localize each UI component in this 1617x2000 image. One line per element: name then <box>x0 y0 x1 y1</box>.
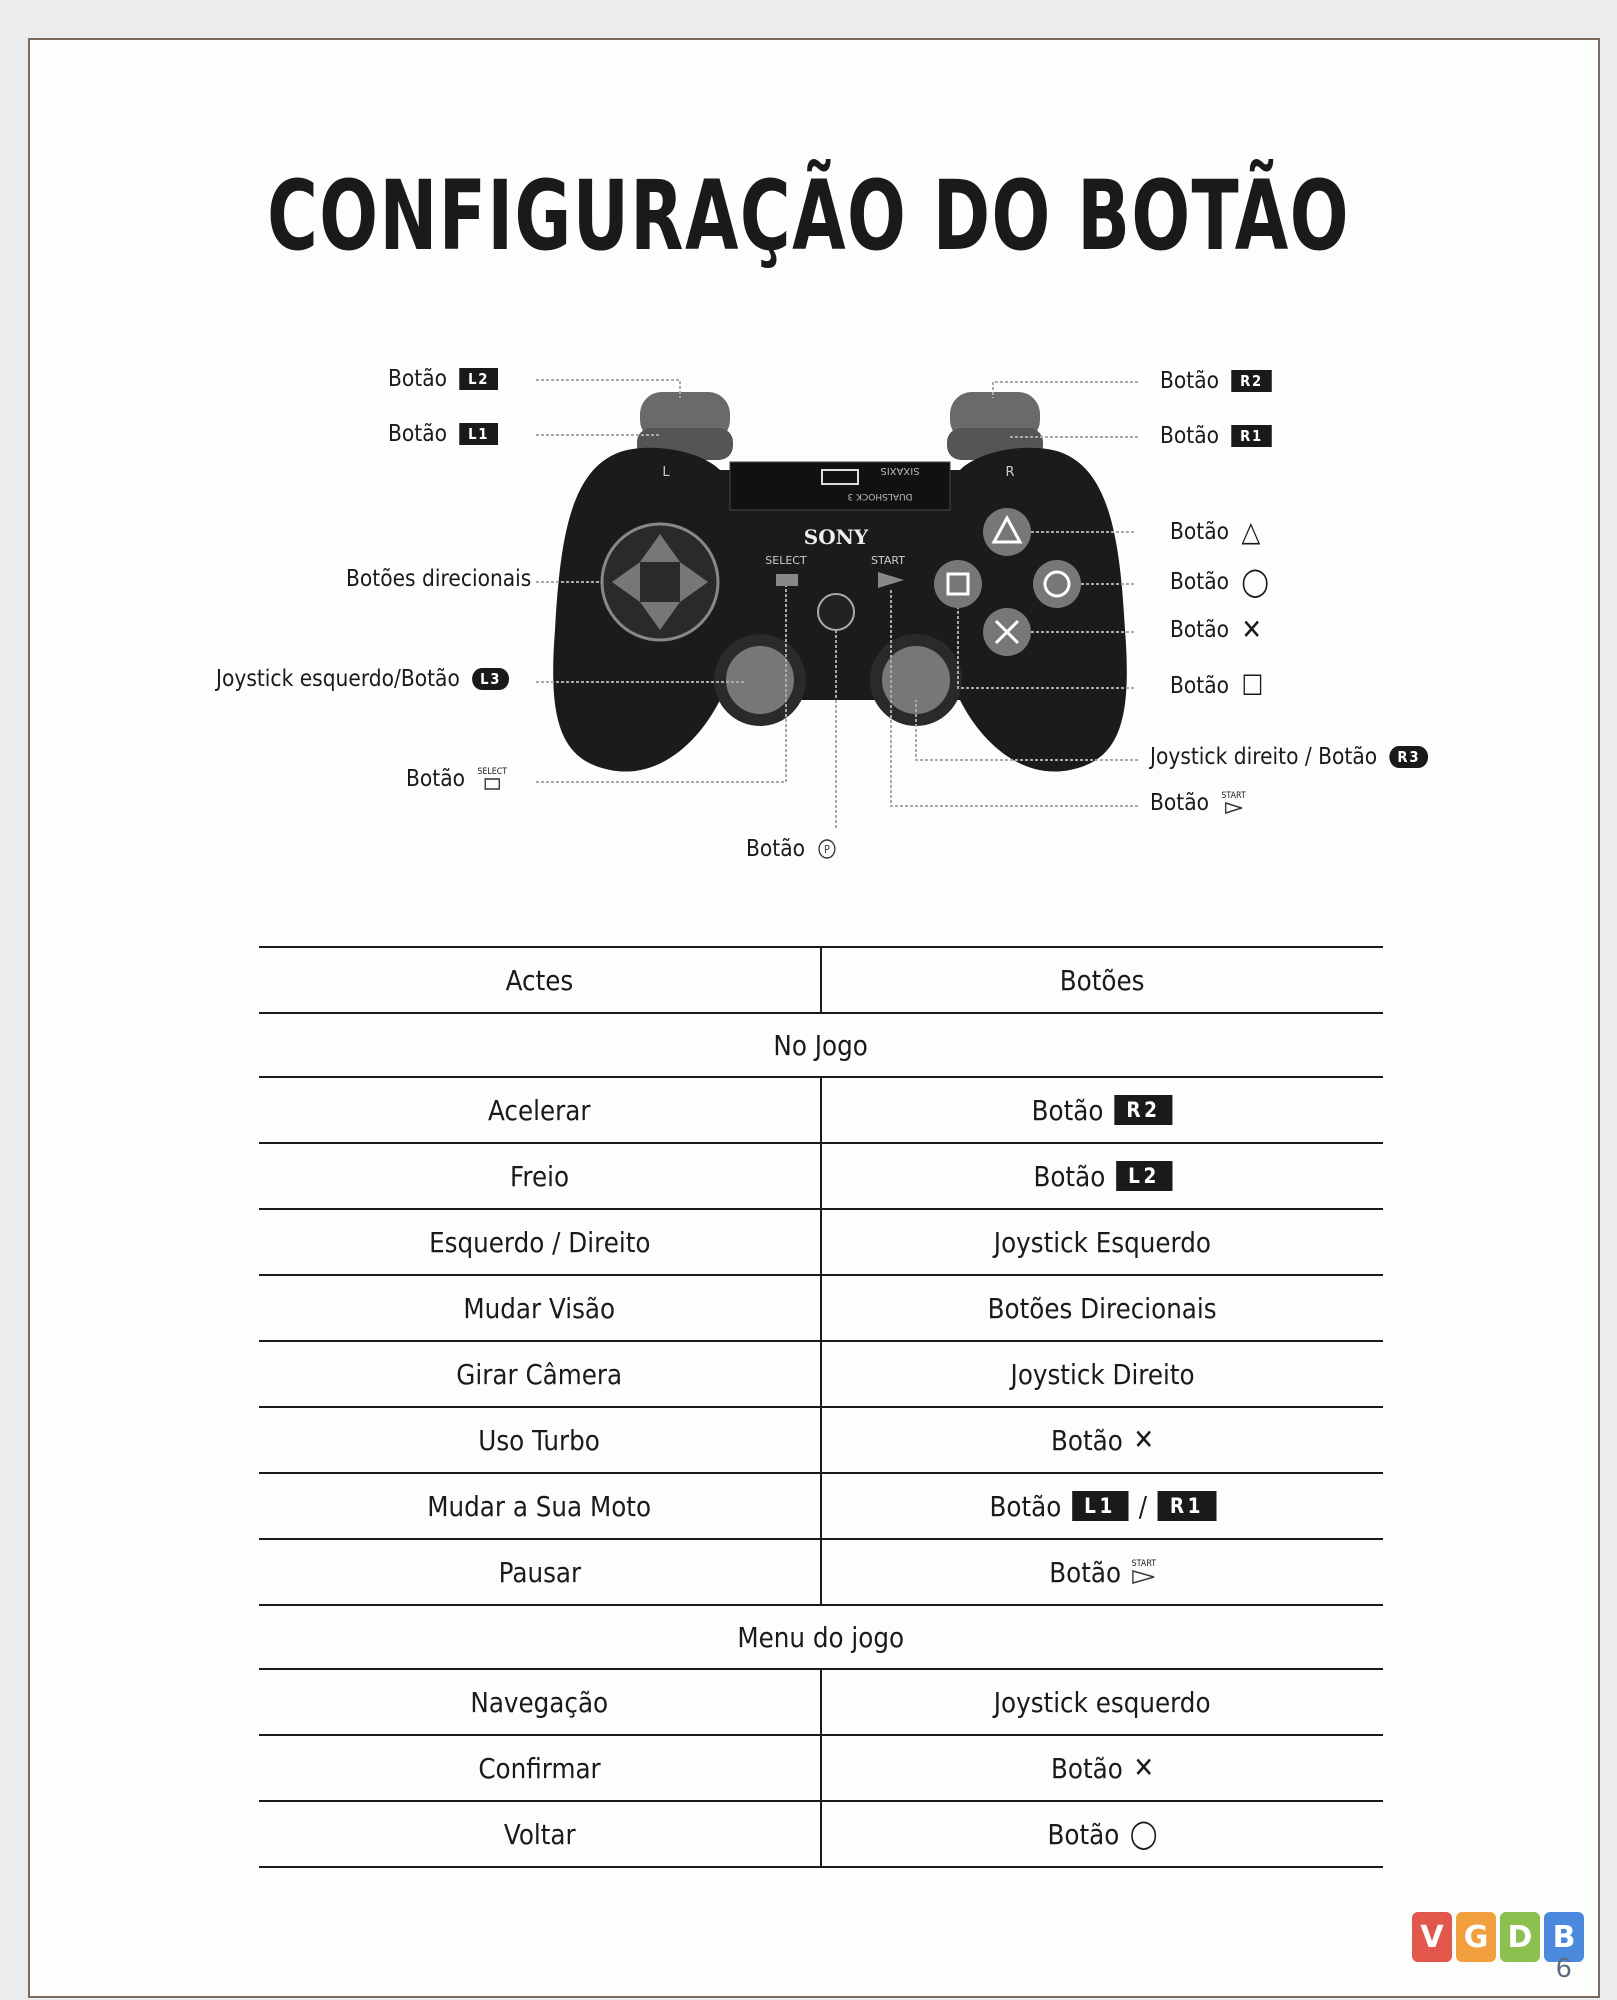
table-row <box>259 1275 1383 1341</box>
l-text: L <box>662 465 670 480</box>
table-row <box>259 1669 1383 1735</box>
ps-button-shape <box>818 594 854 630</box>
callout-select-text: Botão <box>406 766 466 792</box>
callout-l1 <box>388 421 498 447</box>
square-icon: ☐ <box>1241 669 1264 702</box>
sixaxis-text: SIXAXIS <box>880 465 920 476</box>
callout-dpad-text: Botões direcionais <box>346 566 532 592</box>
table-row <box>259 1143 1383 1209</box>
callout-square <box>1170 669 1264 702</box>
callout-l2-text: Botão <box>388 366 448 392</box>
row-button-text: Joystick Direito <box>1010 1357 1195 1391</box>
row-button-text: Botão <box>1049 1555 1121 1589</box>
row-button-text: Botão <box>1047 1817 1120 1851</box>
callout-triangle-text: Botão <box>1170 519 1230 545</box>
table-row <box>259 1801 1383 1867</box>
table-row <box>259 1407 1383 1473</box>
row-button-text: Botões Direcionais <box>988 1291 1217 1325</box>
callout-r2-text: Botão <box>1160 368 1220 394</box>
callout-select <box>406 766 507 792</box>
row-action: Voltar <box>503 1817 576 1851</box>
callout-cross-text: Botão <box>1170 617 1230 643</box>
section-menu-label: Menu do jogo <box>259 1605 1383 1669</box>
ps-icon <box>817 838 836 860</box>
row-action: Pausar <box>498 1555 581 1589</box>
callout-start-text: Botão <box>1150 790 1210 816</box>
callout-right-stick-text: Joystick direito / Botão <box>1150 744 1378 770</box>
callout-right-stick <box>1150 744 1428 770</box>
l1-icon: L1 <box>1071 1491 1127 1521</box>
model-text: DUALSHOCK 3 <box>847 491 913 501</box>
row-action: Uso Turbo <box>478 1423 601 1457</box>
triangle-icon: △ <box>1241 515 1261 548</box>
start-text: START <box>871 554 905 567</box>
cross-icon: ✕ <box>1133 1423 1155 1456</box>
svg-text:P: P <box>824 843 830 857</box>
row-action: Esquerdo / Direito <box>428 1225 651 1259</box>
row-button-text: Botão <box>1033 1159 1105 1193</box>
table-row <box>259 1077 1383 1143</box>
callout-l1-text: Botão <box>388 421 448 447</box>
row-action: Mudar Visão <box>463 1291 616 1325</box>
section-row-game <box>259 1013 1383 1077</box>
callout-square-text: Botão <box>1170 673 1230 699</box>
row-button-text: Joystick Esquerdo <box>993 1225 1212 1259</box>
l2-icon: L2 <box>1116 1161 1172 1191</box>
slash-separator: / <box>1138 1489 1147 1523</box>
section-row-menu <box>259 1605 1383 1669</box>
r2-icon: R2 <box>1114 1095 1173 1125</box>
callout-r1-text: Botão <box>1160 423 1220 449</box>
callout-start <box>1150 790 1246 816</box>
row-action: Freio <box>509 1159 570 1193</box>
row-button-text: Joystick esquerdo <box>994 1685 1211 1719</box>
callout-cross <box>1170 613 1262 646</box>
callout-left-stick-text: Joystick esquerdo/Botão <box>216 666 460 692</box>
vgdb-letter: V <box>1412 1912 1452 1962</box>
callout-ps-text: Botão <box>746 836 806 862</box>
vgdb-letter: D <box>1500 1912 1540 1962</box>
row-action: Acelerar <box>488 1093 591 1127</box>
callout-r2 <box>1160 368 1272 394</box>
header-buttons: Botões <box>821 947 1383 1013</box>
cross-icon: ✕ <box>1133 1751 1155 1784</box>
circle-icon: ◯ <box>1241 565 1269 598</box>
r3-icon: R3 <box>1389 746 1428 768</box>
l2-icon: L2 <box>459 368 498 390</box>
row-button-text: Botão <box>1050 1751 1123 1785</box>
callout-circle <box>1170 565 1269 598</box>
row-action: Mudar a Sua Moto <box>427 1489 652 1523</box>
brand-text: SONY <box>803 525 869 549</box>
callout-triangle <box>1170 515 1261 548</box>
row-action: Confirmar <box>478 1751 601 1785</box>
callout-circle-text: Botão <box>1170 569 1230 595</box>
table-row <box>259 1209 1383 1275</box>
l3-icon: L3 <box>472 668 509 690</box>
section-game-label: No Jogo <box>259 1013 1383 1077</box>
row-action: Girar Câmera <box>456 1357 623 1391</box>
circle-icon: ◯ <box>1129 1817 1158 1850</box>
vgdb-letter: B <box>1544 1912 1584 1962</box>
vgdb-letter: G <box>1456 1912 1496 1962</box>
r1-icon: R1 <box>1157 1491 1216 1521</box>
callout-dpad <box>346 566 531 592</box>
page-title: CONFIGURAÇÃO DO BOTÃO <box>267 160 1350 272</box>
table-row <box>259 1473 1383 1539</box>
r-text: R <box>1005 465 1015 480</box>
table-row <box>259 1539 1383 1605</box>
row-action: Navegação <box>470 1685 609 1719</box>
select-text: SELECT <box>765 554 807 567</box>
row-button-text: Botão <box>1031 1093 1104 1127</box>
table-row <box>259 1341 1383 1407</box>
left-stick-cap <box>726 646 794 714</box>
square-button-shape <box>934 560 982 608</box>
page-number: 6 <box>1556 1952 1572 1983</box>
table-row <box>259 1735 1383 1801</box>
start-icon: START <box>1221 792 1245 814</box>
right-stick-cap <box>882 646 950 714</box>
l1-icon: L1 <box>459 423 498 445</box>
row-button-text: Botão <box>1050 1423 1123 1457</box>
r2-icon: R2 <box>1231 370 1271 392</box>
controls-table <box>259 946 1383 1868</box>
circle-button-shape <box>1033 560 1081 608</box>
row-button-text: Botão <box>989 1489 1061 1523</box>
table-header-row <box>259 947 1383 1013</box>
select-button-shape <box>776 574 798 586</box>
cross-icon: ✕ <box>1241 613 1262 646</box>
callout-r1 <box>1160 423 1272 449</box>
callout-ps <box>746 836 837 862</box>
header-actions: Actes <box>259 947 821 1013</box>
controller-body <box>553 392 1127 772</box>
callout-l2 <box>388 366 498 392</box>
select-icon: SELECT <box>477 768 507 790</box>
callout-left-stick <box>216 666 509 692</box>
start-icon: START <box>1131 1560 1155 1584</box>
r1-icon: R1 <box>1231 425 1271 447</box>
